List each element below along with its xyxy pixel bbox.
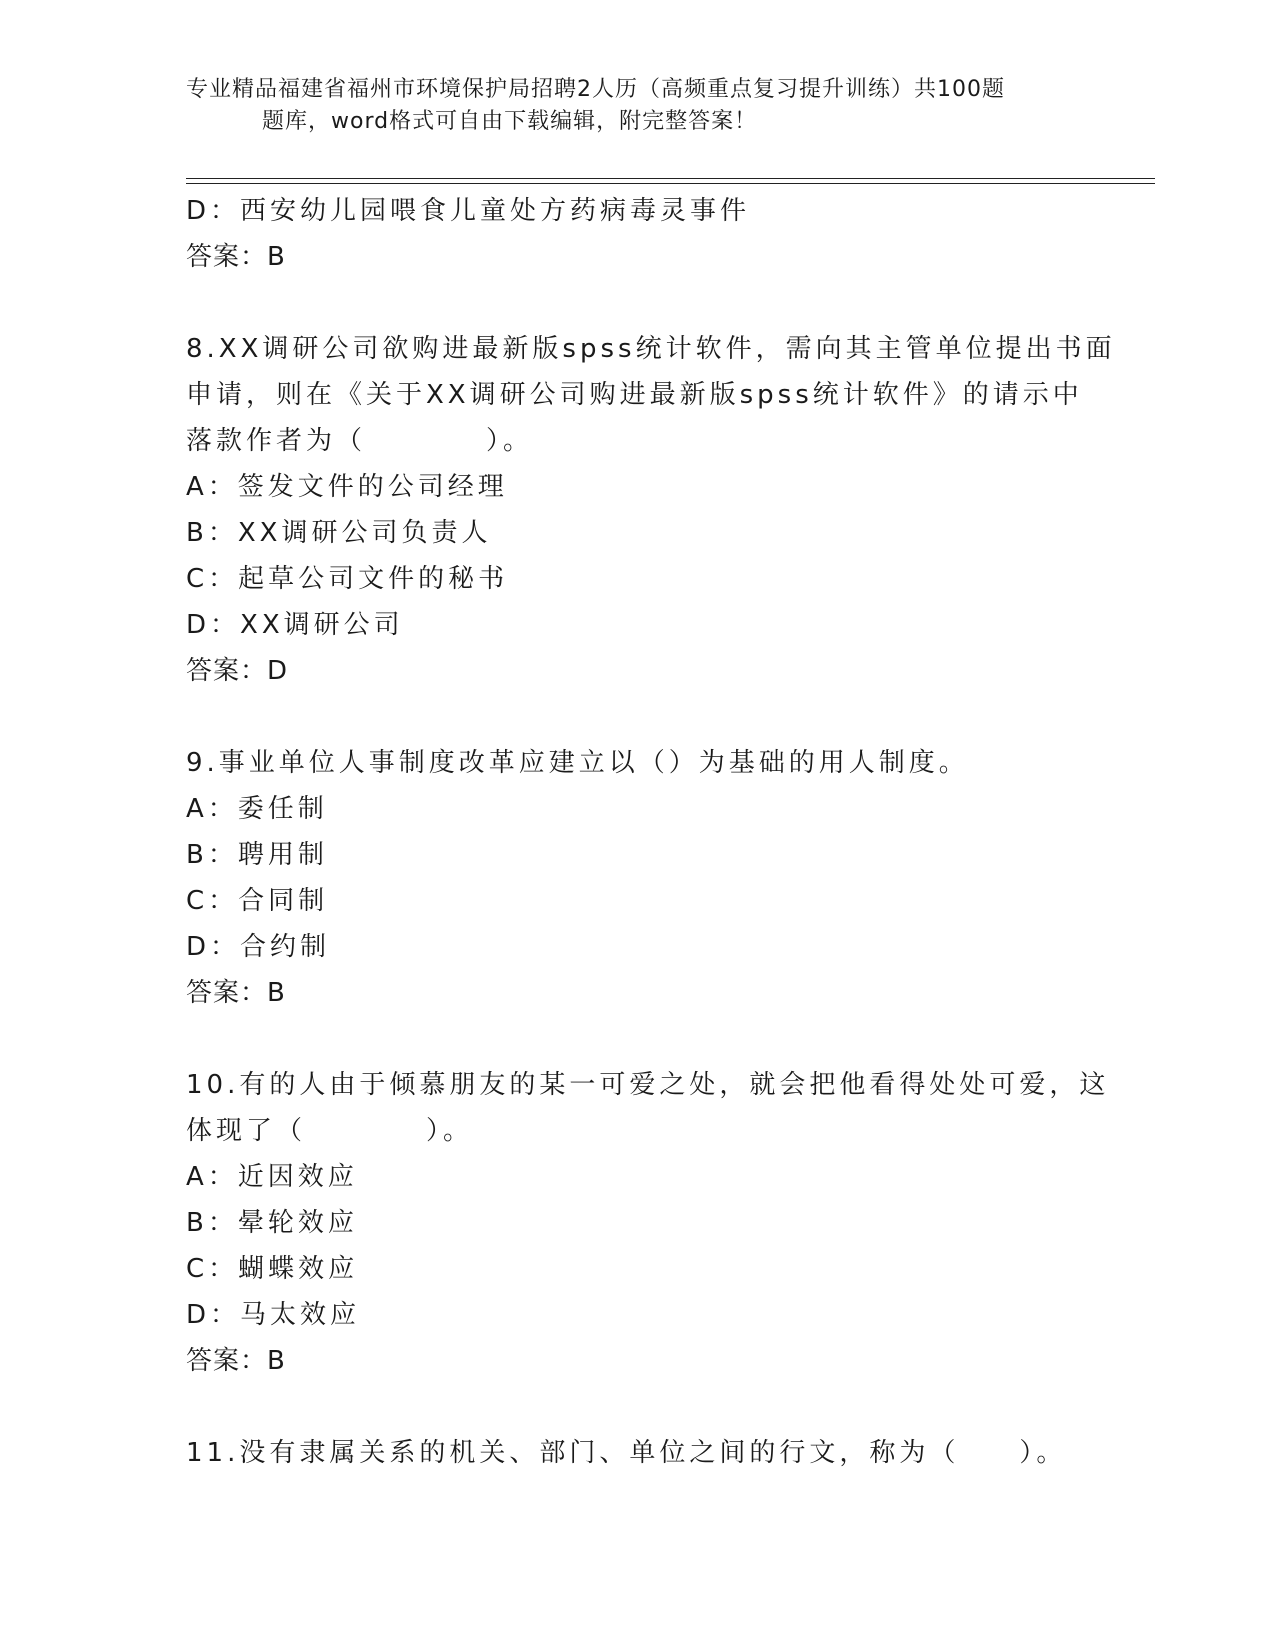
question-stem-line: 10.有的人由于倾慕朋友的某一可爱之处，就会把他看得处处可爱，这	[186, 1070, 1110, 1100]
question-stem-line: 8.XX调研公司欲购进最新版spss统计软件，需向其主管单位提出书面	[186, 334, 1116, 364]
spacer	[186, 280, 1086, 326]
question-9	[186, 740, 1086, 1016]
spacer	[186, 1016, 1086, 1062]
option-b: B：晕轮效应	[186, 1208, 358, 1238]
option-b: B：XX调研公司负责人	[186, 518, 492, 548]
question-stem-line: 落款作者为（ ）。	[186, 426, 534, 456]
document-header	[186, 74, 1086, 138]
question-stem-line: 体现了（ ）。	[186, 1116, 474, 1146]
header-line-1: 专业精品福建省福州市环境保护局招聘2人历（高频重点复习提升训练）共100题	[186, 77, 1005, 102]
header-rule-bottom	[186, 183, 1155, 184]
question-7-tail	[186, 188, 1086, 280]
question-10	[186, 1062, 1110, 1384]
answer: 答案：B	[186, 978, 286, 1008]
option-d: D：马太效应	[186, 1300, 361, 1330]
option-d: D：合约制	[186, 932, 331, 962]
answer: 答案：B	[186, 242, 286, 272]
option-a: A：签发文件的公司经理	[186, 472, 508, 502]
question-stem-line: 申请，则在《关于XX调研公司购进最新版spss统计软件》的请示中	[186, 380, 1083, 410]
option-c: C：蝴蝶效应	[186, 1254, 359, 1284]
header-rule-top	[186, 178, 1155, 179]
spacer	[186, 1384, 1086, 1430]
option-c: C：合同制	[186, 886, 329, 916]
answer: 答案：D	[186, 656, 289, 686]
header-line-2: 题库，word格式可自由下载编辑，附完整答案！	[262, 109, 758, 134]
option-d: D：XX调研公司	[186, 610, 404, 640]
option-d: D：西安幼儿园喂食儿童处方药病毒灵事件	[186, 196, 751, 226]
answer: 答案：B	[186, 1346, 286, 1376]
option-a: A：近因效应	[186, 1162, 358, 1192]
option-a: A：委任制	[186, 794, 328, 824]
question-stem-line: 11.没有隶属关系的机关、部门、单位之间的行文，称为（ ）。	[186, 1438, 1067, 1468]
question-8	[186, 326, 1116, 694]
option-b: B：聘用制	[186, 840, 328, 870]
question-11	[186, 1430, 1086, 1476]
document-body	[186, 188, 1116, 1476]
question-stem-line: 9.事业单位人事制度改革应建立以（）为基础的用人制度。	[186, 748, 969, 778]
spacer	[186, 694, 1086, 740]
option-c: C：起草公司文件的秘书	[186, 564, 509, 594]
